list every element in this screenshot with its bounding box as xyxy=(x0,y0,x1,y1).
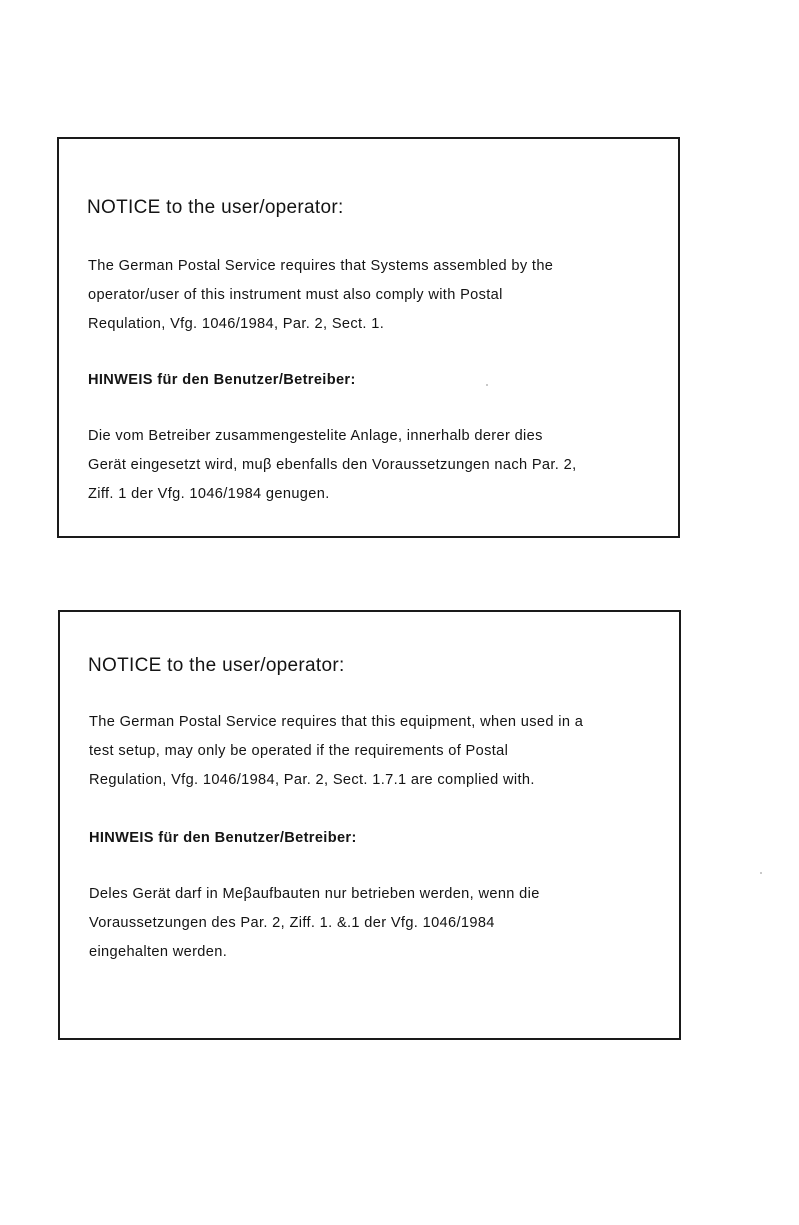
text-line: eingehalten werden. xyxy=(89,944,228,960)
notice-english-text xyxy=(89,708,583,795)
notice-english-text xyxy=(88,252,553,339)
text-line: Deles Gerät darf in Meβaufbauten nur betrieben werden, wenn die xyxy=(89,886,540,902)
text-line: operator/user of this instrument must also comply with Postal xyxy=(88,287,503,303)
notice-heading: NOTICE to the user/operator: xyxy=(87,197,344,218)
text-line: Requlation, Vfg. 1046/1984, Par. 2, Sect. 1. xyxy=(88,316,385,332)
scan-speck xyxy=(486,384,488,386)
text-line: Die vom Betreiber zusammengestelite Anlage, innerhalb derer dies xyxy=(88,428,543,444)
notice-box-postal-systems xyxy=(57,137,680,538)
notice-box-postal-equipment xyxy=(58,610,681,1040)
notice-heading: NOTICE to the user/operator: xyxy=(88,655,345,676)
text-line: The German Postal Service requires that this equipment, when used in a xyxy=(89,714,584,730)
hinweis-german-text xyxy=(88,422,576,509)
text-line: The German Postal Service requires that Systems assembled by the xyxy=(88,258,554,274)
text-line: Voraussetzungen des Par. 2, Ziff. 1. &.1 der Vfg. 1046/1984 xyxy=(89,915,495,931)
hinweis-german-text xyxy=(89,880,540,967)
scan-speck xyxy=(760,872,762,874)
hinweis-heading: HINWEIS für den Benutzer/Betreiber: xyxy=(88,372,356,388)
text-line: Regulation, Vfg. 1046/1984, Par. 2, Sect. 1.7.1 are complied with. xyxy=(89,772,535,788)
text-line: test setup, may only be operated if the requirements of Postal xyxy=(89,743,509,759)
text-line: Ziff. 1 der Vfg. 1046/1984 genugen. xyxy=(88,486,330,502)
hinweis-heading: HINWEIS für den Benutzer/Betreiber: xyxy=(89,830,357,846)
text-line: Gerät eingesetzt wird, muβ ebenfalls den Voraussetzungen nach Par. 2, xyxy=(88,457,577,473)
